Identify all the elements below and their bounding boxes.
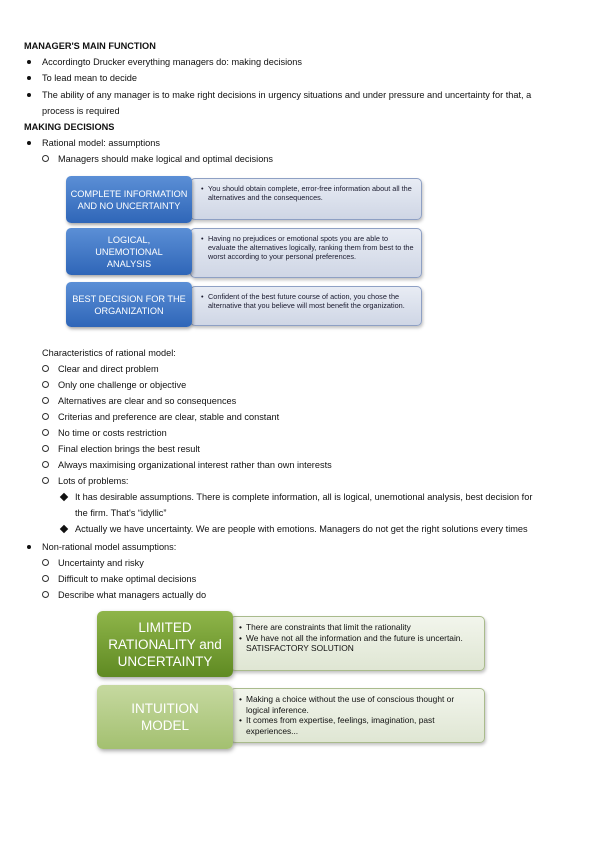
bullet-dot (27, 141, 31, 145)
diagram1-desc-3: • Confident of the best future course of action, you chose the alternative that you believe will most benefit the organization. (190, 286, 422, 326)
problem-item: It has desirable assumptions. There is complete information, all is logical, unemotional analysis, best decision for (75, 492, 533, 502)
diagram2-desc-1: • There are constraints that limit the rationality • We have not all the information and the future is uncertain. SATISFACTORY SOLUTION (230, 616, 485, 671)
heading-making-decisions: MAKING DECISIONS (24, 122, 115, 132)
problem-item-continuation: the firm. That's “idyllic” (75, 508, 167, 518)
diagram1-box-2: LOGICAL, UNEMOTIONAL ANALYSIS (66, 228, 192, 275)
list-item: To lead mean to decide (42, 73, 138, 83)
diagram2-box-2: INTUITION MODEL (97, 685, 233, 749)
circle-bullet (42, 591, 49, 598)
diagram1-desc-1: • You should obtain complete, error-free information about all the alternatives and the consequences. (190, 178, 422, 220)
diagram1-box-3: BEST DECISION FOR THE ORGANIZATION (66, 282, 192, 327)
circle-bullet (42, 461, 49, 468)
circle-bullet (42, 429, 49, 436)
circle-bullet (42, 477, 49, 484)
heading-managers-main-function: MANAGER'S MAIN FUNCTION (24, 41, 156, 51)
list-item: No time or costs restriction (58, 428, 167, 438)
problem-item: Actually we have uncertainty. We are people with emotions. Managers do not get the right solutions every times (75, 524, 528, 534)
bullet-dot (27, 545, 31, 549)
list-item: Accordingto Drucker everything managers do: making decisions (42, 57, 302, 67)
bullet-dot (27, 76, 31, 80)
list-item: Lots of problems: (58, 476, 129, 486)
circle-bullet (42, 397, 49, 404)
list-item: Always maximising organizational interest rather than own interests (58, 460, 332, 470)
circle-bullet (42, 381, 49, 388)
diamond-bullet (60, 525, 68, 533)
list-item: Clear and direct problem (58, 364, 159, 374)
list-item: Only one challenge or objective (58, 380, 187, 390)
circle-bullet (42, 575, 49, 582)
diagram2-box-1: LIMITED RATIONALITY and UNCERTAINTY (97, 611, 233, 677)
circle-bullet (42, 445, 49, 452)
circle-bullet (42, 413, 49, 420)
list-item: Final election brings the best result (58, 444, 200, 454)
rational-model-item: Rational model: assumptions (42, 138, 160, 148)
diamond-bullet (60, 493, 68, 501)
list-item: Alternatives are clear and so consequences (58, 396, 237, 406)
list-item: Uncertainty and risky (58, 558, 144, 568)
rational-sub-item: Managers should make logical and optimal decisions (58, 154, 274, 164)
list-item: Difficult to make optimal decisions (58, 574, 197, 584)
list-item: Describe what managers actually do (58, 590, 207, 600)
list-item: Criterias and preference are clear, stable and constant (58, 412, 280, 422)
diagram2-desc-2: • Making a choice without the use of conscious thought or logical inference. • It comes from expertise, feelings, imagination, past experiences... (230, 688, 485, 743)
circle-bullet (42, 155, 49, 162)
characteristics-title: Characteristics of rational model: (42, 348, 176, 358)
circle-bullet (42, 559, 49, 566)
nonrational-model-item: Non-rational model assumptions: (42, 542, 177, 552)
diagram1-desc-2: • Having no prejudices or emotional spots you are able to evaluate the alternatives logically, ranking them from best to the worst according to your personal preferences. (190, 228, 422, 278)
bullet-dot (27, 93, 31, 97)
diagram1-box-1: COMPLETE INFORMATION AND NO UNCERTAINTY (66, 176, 192, 223)
list-item-continuation: process is required (42, 106, 120, 116)
list-item: The ability of any manager is to make right decisions in urgency situations and under pressure and uncertainty for that, a (42, 90, 532, 100)
circle-bullet (42, 365, 49, 372)
bullet-dot (27, 60, 31, 64)
